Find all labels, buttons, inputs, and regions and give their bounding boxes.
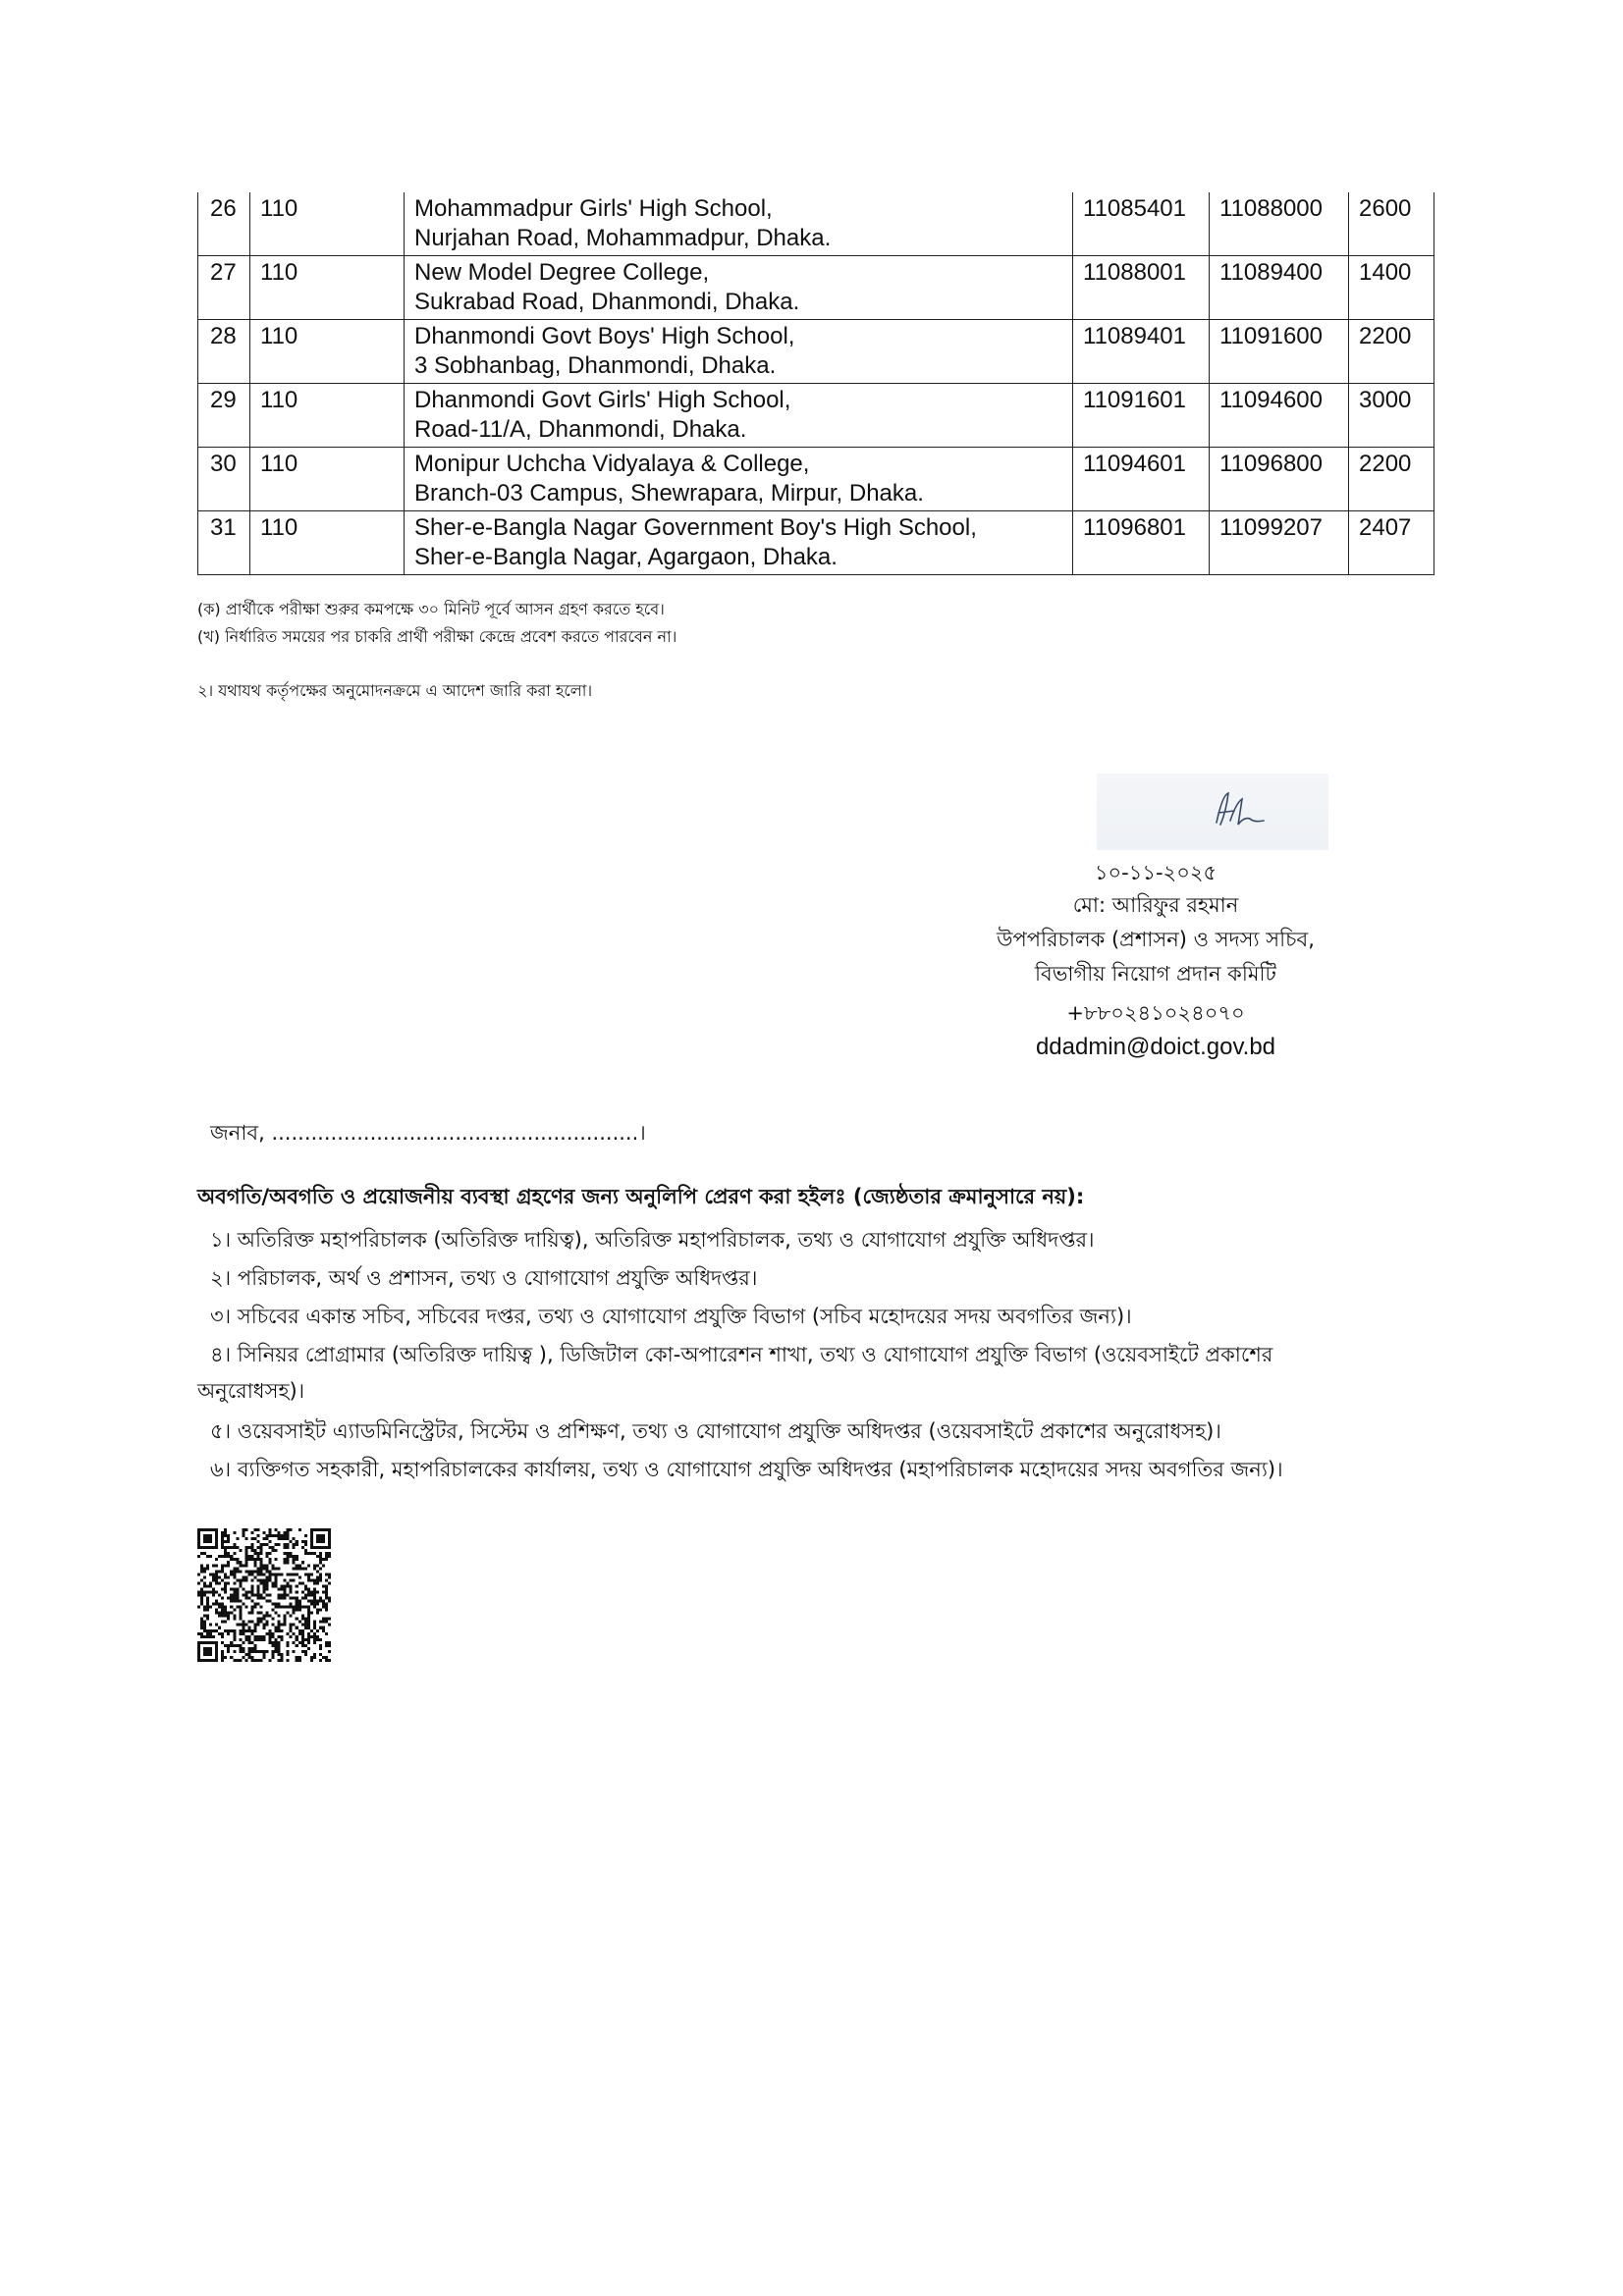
signature-image [1097,774,1328,850]
center-address-line: Branch-03 Campus, Shewrapara, Mirpur, Dhaka. [414,480,924,507]
signatory-name: মো: আরিফুর রহমান [1072,893,1239,917]
center-name-line: Mohammadpur Girls' High School, [414,195,773,222]
distribution-item: ৫। ওয়েবসাইট এ্যাডমিনিস্ট্রেটর, সিস্টেম ও প্রশিক্ষণ, তথ্য ও যোগাযোগ প্রযুক্তি অধিদপ্তর (ওয়েবসাইটে প্রকাশের অনুরোধসহ)। [210,1419,1221,1443]
center-name-cell [405,448,1073,511]
exam-center-table [197,192,1434,575]
roll-from-cell: 11085401 [1073,192,1210,256]
center-code-cell: 110 [250,320,405,384]
total-cell: 1400 [1349,256,1434,320]
total-cell: 3000 [1349,384,1434,448]
signatory-designation: উপপরিচালক (প্রশাসন) ও সদস্য সচিব, [997,928,1315,951]
signature-scribble [1097,774,1328,850]
roll-to-cell: 11089400 [1210,256,1349,320]
center-address-line: Sher-e-Bangla Nagar, Agargaon, Dhaka. [414,544,838,570]
table-row [198,511,1434,575]
roll-from-cell: 11094601 [1073,448,1210,511]
distribution-item: ১। অতিরিক্ত মহাপরিচালক (অতিরিক্ত দায়িত্ব), অতিরিক্ত মহাপরিচালক, তথ্য ও যোগাযোগ প্রযুক্তি অধিদপ্তর। [210,1228,1095,1252]
distribution-item: ২। পরিচালক, অর্থ ও প্রশাসন, তথ্য ও যোগাযোগ প্রযুক্তি অধিদপ্তর। [210,1266,758,1290]
serial-cell: 30 [198,448,250,511]
serial-cell: 31 [198,511,250,575]
total-cell: 2200 [1349,448,1434,511]
center-name-line: Sher-e-Bangla Nagar Government Boy's High School, [414,514,977,541]
center-name-line: Monipur Uchcha Vidyalaya & College, [414,451,810,477]
center-name-cell [405,256,1073,320]
center-code-cell: 110 [250,256,405,320]
center-name-cell [405,192,1073,256]
table-row [198,448,1434,511]
signature-date: ১০-১১-২০২৫ [1094,861,1217,884]
serial-cell: 26 [198,192,250,256]
center-name-cell [405,320,1073,384]
center-code-cell: 110 [250,511,405,575]
center-name-cell [405,384,1073,448]
qr-code [197,1528,331,1662]
roll-to-cell: 11096800 [1210,448,1349,511]
center-name-cell [405,511,1073,575]
table-row [198,256,1434,320]
table-row [198,192,1434,256]
table-row [198,320,1434,384]
center-name-line: Dhanmondi Govt Boys' High School, [414,323,795,349]
roll-to-cell: 11099207 [1210,511,1349,575]
note-kha: (খ) নির্ধারিত সময়ের পর চাকরি প্রার্থী পরীক্ষা কেন্দ্রে প্রবেশ করতে পারবেন না। [197,627,677,646]
center-name-line: New Model Degree College, [414,259,710,286]
center-address-line: Sukrabad Road, Dhanmondi, Dhaka. [414,289,800,315]
center-code-cell: 110 [250,384,405,448]
distribution-item-continued: অনুরোধসহ)। [197,1379,305,1403]
serial-cell: 28 [198,320,250,384]
total-cell: 2407 [1349,511,1434,575]
roll-from-cell: 11088001 [1073,256,1210,320]
center-code-cell: 110 [250,192,405,256]
center-code-cell: 110 [250,448,405,511]
table-row [198,384,1434,448]
center-address-line: Nurjahan Road, Mohammadpur, Dhaka. [414,225,832,251]
distribution-item: ৬। ব্যক্তিগত সহকারী, মহাপরিচালকের কার্যালয়, তথ্য ও যোগাযোগ প্রযুক্তি অধিদপ্তর (মহাপরিচালক মহোদয়ের সদয় অবগতির জন্য)। [210,1458,1283,1481]
distribution-heading: অবগতি/অবগতি ও প্রয়োজনীয় ব্যবস্থা গ্রহণের জন্য অনুলিপি প্রেরণ করা হইলঃ (জ্যেষ্ঠতার ক্রমানুসারে নয়): [197,1185,1085,1208]
serial-cell: 27 [198,256,250,320]
roll-from-cell: 11091601 [1073,384,1210,448]
total-cell: 2600 [1349,192,1434,256]
roll-from-cell: 11096801 [1073,511,1210,575]
note-ka: (ক) প্রার্থীকে পরীক্ষা শুরুর কমপক্ষে ৩০ মিনিট পূর্বে আসন গ্রহণ করতে হবে। [197,600,665,618]
roll-to-cell: 11091600 [1210,320,1349,384]
roll-from-cell: 11089401 [1073,320,1210,384]
center-address-line: Road-11/A, Dhanmondi, Dhaka. [414,416,747,443]
roll-to-cell: 11088000 [1210,192,1349,256]
signatory-email[interactable]: ddadmin@doict.gov.bd [1035,1034,1276,1060]
total-cell: 2200 [1349,320,1434,384]
signatory-phone: +৮৮০২৪১০২৪০৭০ [1066,1001,1245,1025]
salutation: জনাব, ........................................................। [210,1121,646,1145]
distribution-item: ৪। সিনিয়র প্রোগ্রামার (অতিরিক্ত দায়িত্ব ), ডিজিটাল কো-অপারেশন শাখা, তথ্য ও যোগাযোগ প্রযুক্তি বিভাগ (ওয়েবসাইটে প্রকাশের [210,1343,1273,1366]
note-2: ২। যথাযথ কর্তৃপক্ষের অনুমোদনক্রমে এ আদেশ জারি করা হলো। [197,681,593,700]
center-name-line: Dhanmondi Govt Girls' High School, [414,387,791,413]
center-address-line: 3 Sobhanbag, Dhanmondi, Dhaka. [414,352,777,379]
serial-cell: 29 [198,384,250,448]
roll-to-cell: 11094600 [1210,384,1349,448]
distribution-item: ৩। সচিবের একান্ত সচিব, সচিবের দপ্তর, তথ্য ও যোগাযোগ প্রযুক্তি বিভাগ (সচিব মহোদয়ের সদয় অবগতির জন্য)। [210,1305,1132,1328]
signatory-committee: বিভাগীয় নিয়োগ প্রদান কমিটি [1035,962,1276,986]
